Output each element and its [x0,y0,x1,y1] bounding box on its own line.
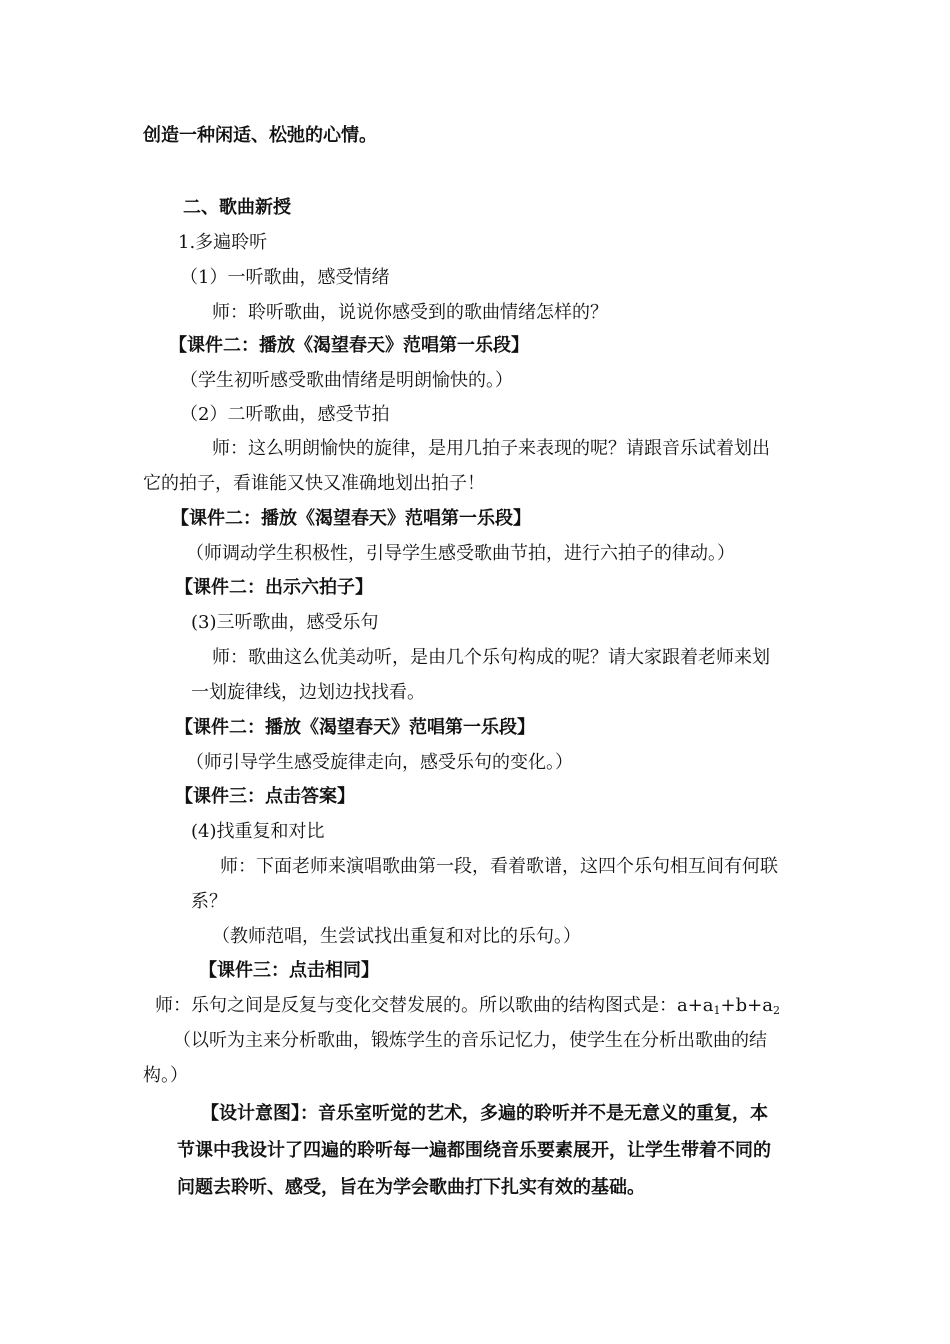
courseware-note: 【课件二：出示六拍子】 [175,577,373,598]
text-span: +b+a [720,995,773,1016]
design-intent-line: 问题去聆听、感受，旨在为学会歌曲打下扎实有效的基础。 [177,1177,645,1198]
design-intent-line: 【设计意图】：音乐室听觉的艺术，多遍的聆听并不是无意义的重复，本 [201,1103,768,1124]
subscript: 1 [713,1004,721,1017]
text-line: （学生初听感受歌曲情绪是明朗愉快的。） [180,370,513,391]
subscript: 2 [772,1004,780,1017]
text-line: 师：歌曲这么优美动听，是由几个乐句构成的呢？请大家跟着老师来划 [212,647,770,668]
text-line: （1）一听歌曲，感受情绪 [180,267,390,288]
text-line: （教师范唱，生尝试找出重复和对比的乐句。） [212,926,581,947]
text-line: （以听为主来分析歌曲，锻炼学生的音乐记忆力，使学生在分析出歌曲的结 [173,1030,767,1051]
text-line: 师：下面老师来演唱歌曲第一段，看着歌谱，这四个乐句相互间有何联 [220,856,778,877]
section-heading: 二、歌曲新授 [183,197,291,218]
courseware-note: 【课件三：点击答案】 [175,786,355,807]
text-line: 创造一种闲适、松弛的心情。 [143,125,377,146]
text-line: （师引导学生感受旋律走向，感受乐句的变化。） [186,752,573,773]
courseware-note: 【课件三：点击相同】 [199,960,379,981]
text-line: （师调动学生积极性，引导学生感受歌曲节拍，进行六拍子的律动。） [186,543,735,564]
text-line: （2）二听歌曲，感受节拍 [180,404,390,425]
text-line: (4)找重复和对比 [191,821,325,842]
courseware-note: 【课件二：播放《渴望春天》范唱第一乐段】 [171,508,531,529]
courseware-note: 【课件二：播放《渴望春天》范唱第一乐段】 [169,335,529,356]
text-line: 系？ [191,891,227,912]
structure-formula-line [155,994,780,1023]
text-line: 它的拍子，看谁能又快又准确地划出拍子！ [143,473,485,494]
design-intent-line: 节课中我设计了四遍的聆听每一遍都围绕音乐要素展开，让学生带着不同的 [177,1140,771,1161]
courseware-note: 【课件二：播放《渴望春天》范唱第一乐段】 [175,717,535,738]
text-line: 一划旋律线，边划边找找看。 [191,682,425,703]
text-line: 师：这么明朗愉快的旋律，是用几拍子来表现的呢？请跟音乐试着划出 [212,438,770,459]
text-line: 构。） [143,1065,188,1086]
text-span: 师：乐句之间是反复与变化交替发展的。所以歌曲的结构图式是：a+a [155,995,714,1016]
text-line: (3)三听歌曲，感受乐句 [191,612,379,633]
text-line: 师：聆听歌曲，说说你感受到的歌曲情绪怎样的？ [212,302,608,323]
subsection-heading: 1.多遍聆听 [178,232,268,253]
